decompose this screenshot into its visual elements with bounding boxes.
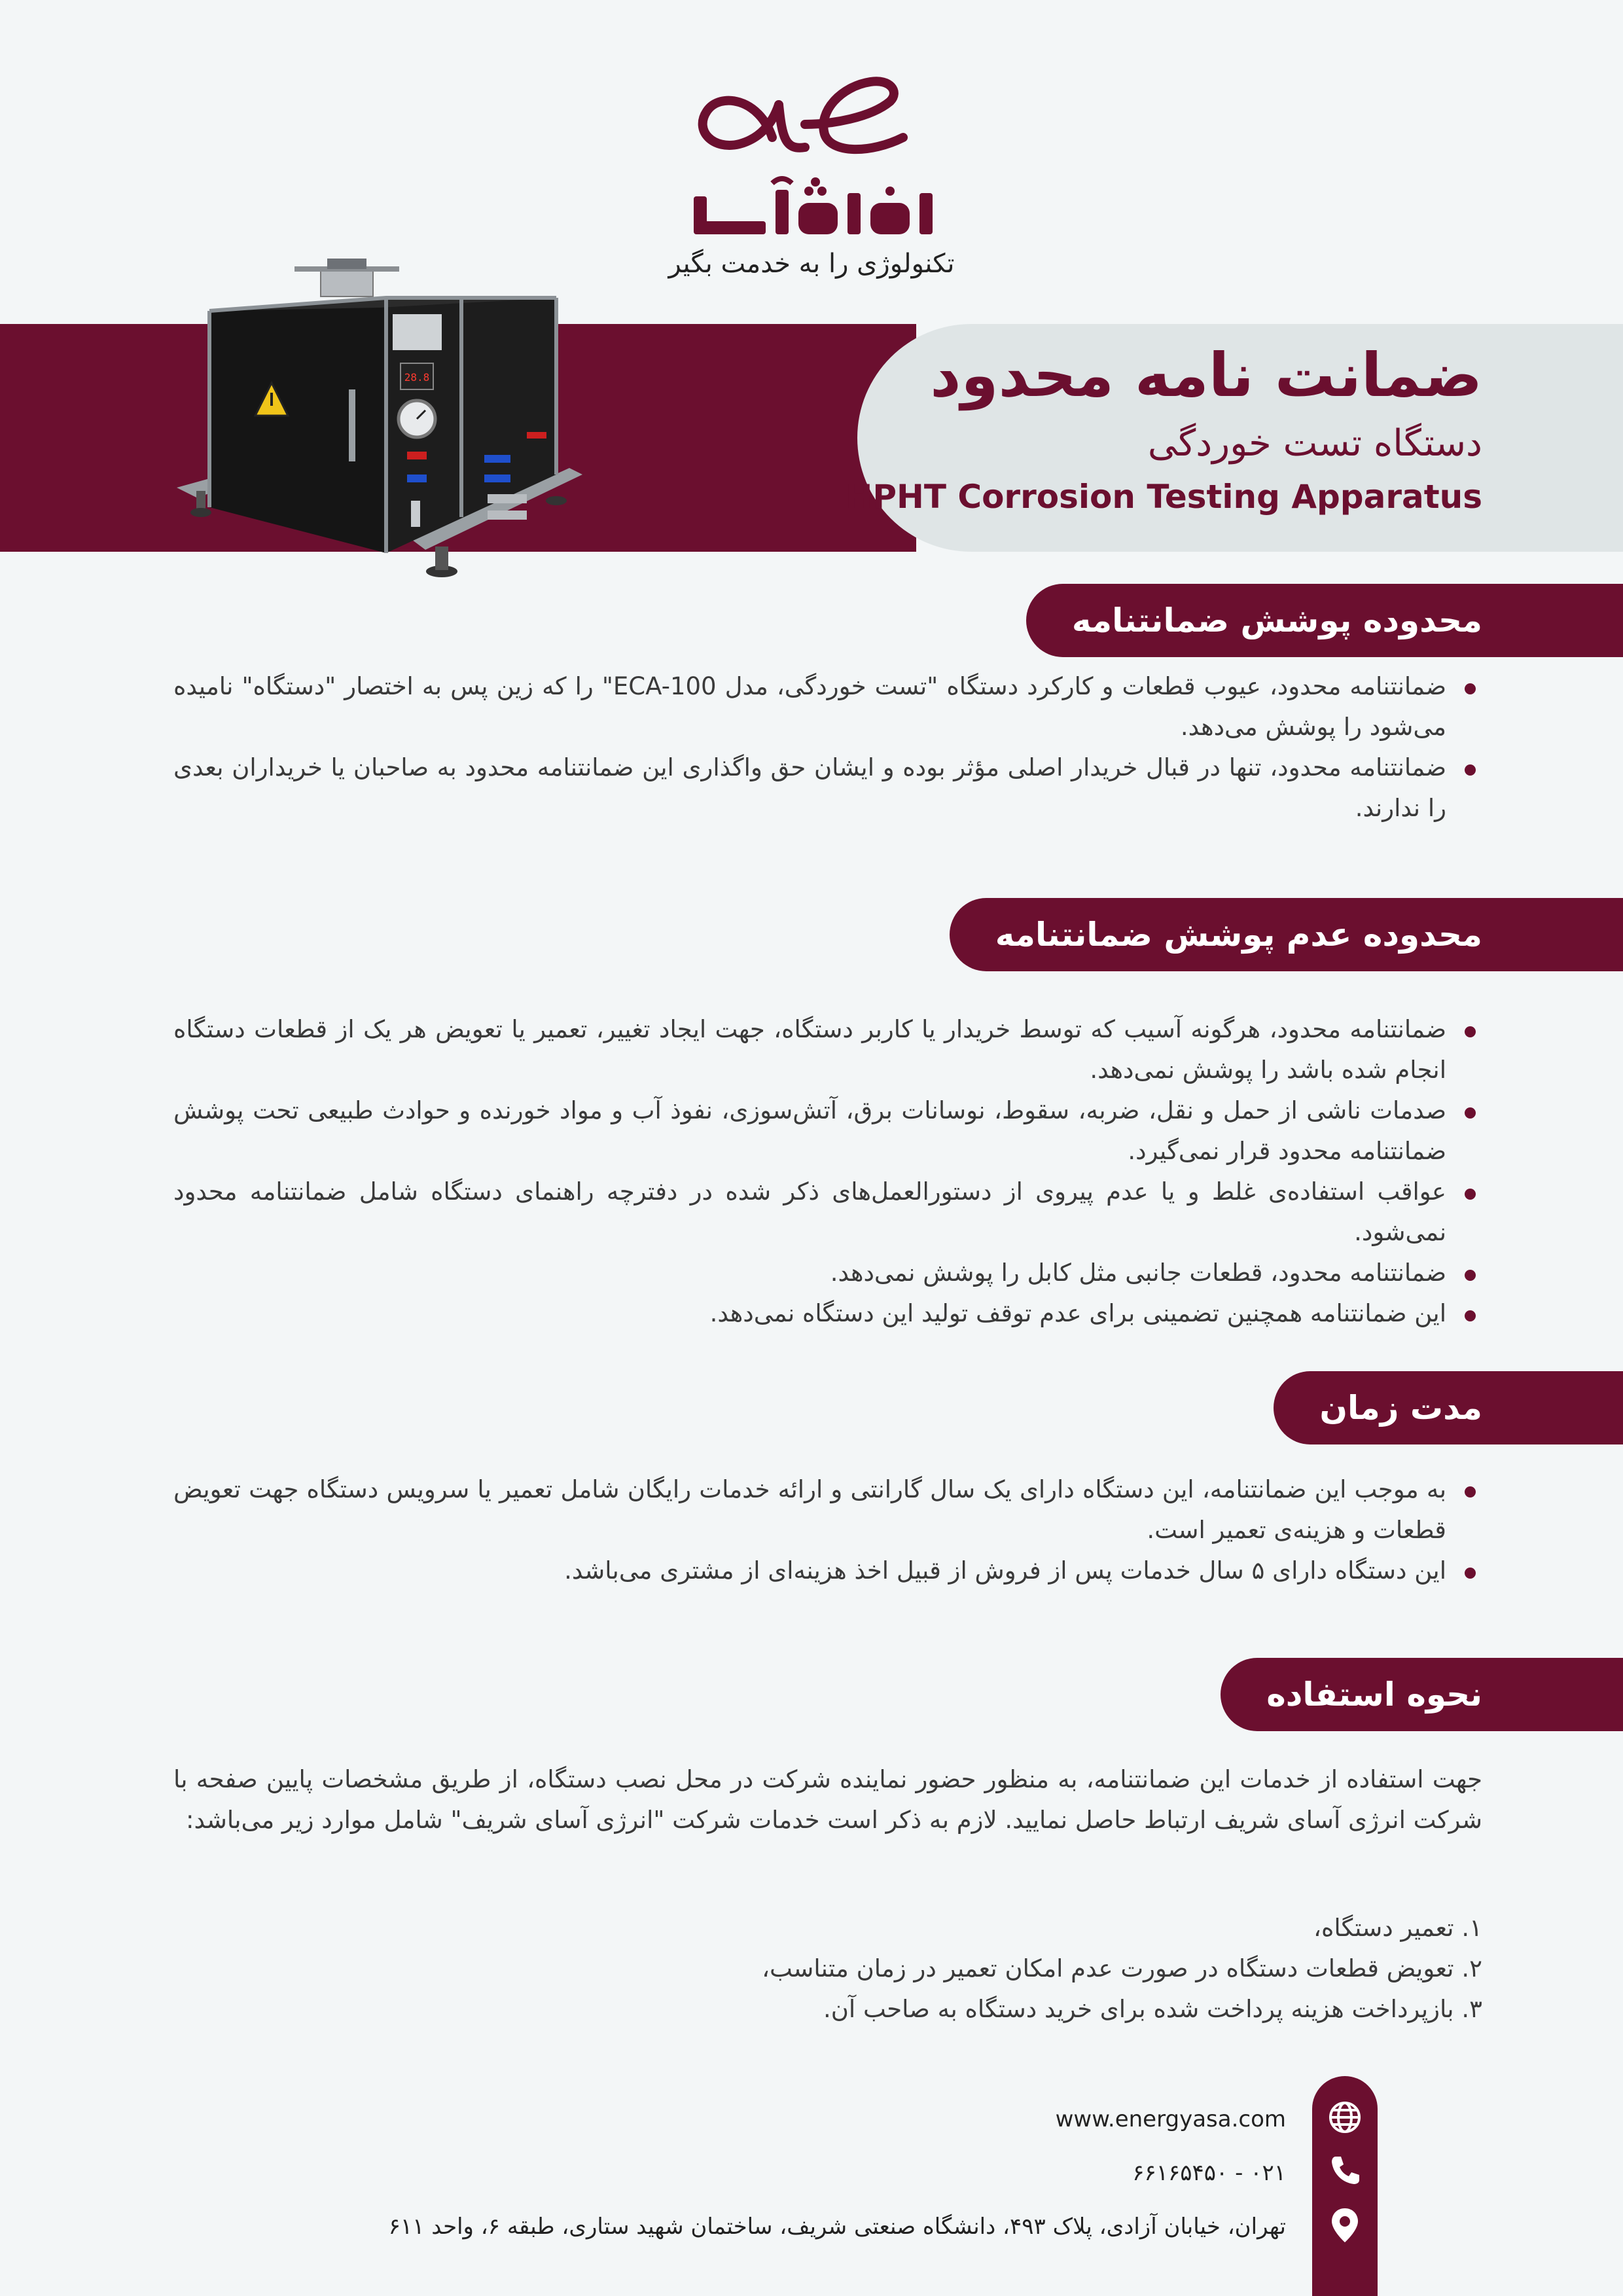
location-pin-icon <box>1325 2206 1364 2245</box>
phone-icon <box>1325 2150 1364 2189</box>
coverage-list <box>173 666 1482 829</box>
globe-icon <box>1325 2098 1364 2137</box>
device-image <box>164 259 589 612</box>
phone-number[interactable]: ۰۲۱ - ۶۶۱۶۵۴۵۰ <box>1132 2160 1286 2186</box>
usage-paragraph: جهت استفاده از خدمات این ضمانتنامه، به منظور حضور نماینده شرکت در محل نصب دستگاه، از طریق مشخصات پایین صفحه با شرکت انرژی آسای شریف ارتباط حاصل نمایید. لازم به ذکر است خدمات شرکت "انرژی آسای شریف" شامل موارد زیر می‌باشد: <box>173 1765 1482 1834</box>
list-item: ۲. تعویض قطعات دستگاه در صورت عدم امکان تعمیر در زمان متناسب، <box>762 1954 1482 1982</box>
list-item: صدمات ناشی از حمل و نقل، ضربه، سقوط، نوسانات برق، آتش‌سوزی، نفوذ آب و مواد خورنده و حوادث طبیعی تحت پوشش ضمانتنامه محدود قرار نمی‌گیرد. <box>173 1090 1482 1172</box>
list-item: عواقب استفاده‌ی غلط و یا عدم پیروی از دستورالعمل‌های ذکر شده در دفترچه راهنمای دستگاه شامل ضمانتنامه محدود نمی‌شود. <box>173 1172 1482 1253</box>
device-name-fa: دستگاه تست خوردگی <box>1147 422 1482 465</box>
list-item: این ضمانتنامه همچنین تضمینی برای عدم توقف تولید این دستگاه نمی‌دهد. <box>173 1293 1482 1334</box>
address: تهران، خیابان آزادی، پلاک ۴۹۳، دانشگاه صنعتی شریف، ساختمان شهید ستاری، طبقه ۶، واحد ۶۱۱ <box>388 2214 1286 2240</box>
section-heading-duration: مدت زمان <box>1274 1371 1623 1444</box>
list-item: ۳. بازپرداخت هزینه پرداخت شده برای خرید دستگاه به صاحب آن. <box>823 1995 1482 2023</box>
list-item: به موجب این ضمانتنامه، این دستگاه دارای یک سال گارانتی و ارائه خدمات رایگان شامل تعمیر یا سرویس دستگاه جهت تعویض قطعات و هزینه‌ی تعمیر است. <box>173 1469 1482 1551</box>
website-link[interactable]: www.energyasa.com <box>1055 2106 1286 2132</box>
brand-tagline: تکنولوژی را به خدمت بگیر <box>668 249 955 279</box>
list-item: این دستگاه دارای ۵ سال خدمات پس از فروش از قبیل اخذ هزینه‌ای از مشتری می‌باشد. <box>173 1551 1482 1591</box>
device-name-en: HPHT Corrosion Testing Apparatus <box>845 478 1482 516</box>
section-heading-coverage: محدوده پوشش ضمانتنامه <box>1026 584 1623 657</box>
duration-list <box>173 1469 1482 1591</box>
list-item: ضمانتنامه محدود، قطعات جانبی مثل کابل را پوشش نمی‌دهد. <box>173 1253 1482 1293</box>
section-heading-usage: نحوه استفاده <box>1221 1658 1623 1731</box>
services-list <box>173 1908 1482 2030</box>
section-heading-exclusions: محدوده عدم پوشش ضمانتنامه <box>950 898 1623 971</box>
list-item: ضمانتنامه محدود، هرگونه آسیب که توسط خریدار یا کاربر دستگاه، جهت ایجاد تغییر، تعمیر یا تعویض هر یک از قطعات دستگاه انجام شده باشد را پوشش نمی‌دهد. <box>173 1009 1482 1090</box>
list-item: ضمانتنامه محدود، تنها در قبال خریدار اصلی مؤثر بوده و ایشان حق واگذاری این ضمانتنامه محدود به صاحبان یا خریداران بعدی را ندارند. <box>173 747 1482 829</box>
list-item: ۱. تعمیر دستگاه، <box>1313 1914 1482 1942</box>
exclusions-list <box>173 1009 1482 1334</box>
temperature-readout: 28.8 <box>404 371 430 384</box>
list-item: ضمانتنامه محدود، عیوب قطعات و کارکرد دستگاه "تست خوردگی، مدل ECA-100" را که زین پس به اختصار "دستگاه" نامیده می‌شود را پوشش می‌دهد. <box>173 666 1482 747</box>
page-title: ضمانت نامه محدود <box>930 340 1482 410</box>
